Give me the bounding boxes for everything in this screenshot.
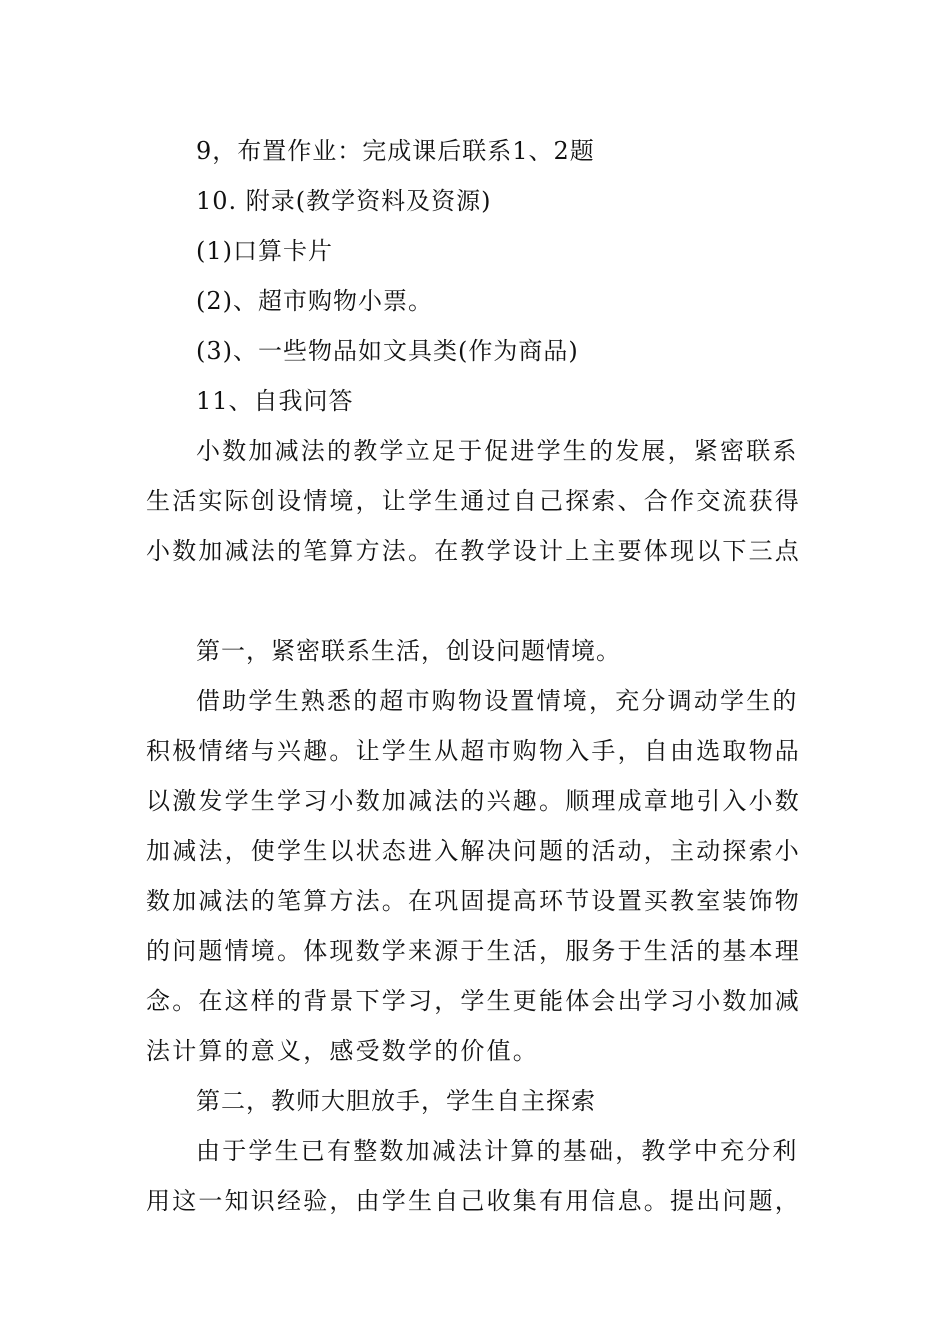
paragraph-line: 法计算的意义，感受数学的价值。 [146, 1037, 539, 1065]
self-qa-heading: 11、自我问答 [196, 387, 354, 415]
paragraph-line: 生活实际创设情境，让学生通过自己探索、合作交流获得 [146, 487, 801, 515]
paragraph-line: 数加减法的笔算方法。在巩固提高环节设置买教室装饰物 [146, 887, 801, 915]
appendix-item-1: (1)口算卡片 [196, 237, 333, 265]
paragraph-line: 用这一知识经验，由学生自己收集有用信息。提出问题， [146, 1187, 801, 1215]
paragraph-line: 念。在这样的背景下学习，学生更能体会出学习小数加减 [146, 987, 801, 1015]
paragraph-line: 的问题情境。体现数学来源于生活，服务于生活的基本理 [146, 937, 801, 965]
paragraph-line: 小数加减法的笔算方法。在教学设计上主要体现以下三点 [146, 537, 801, 565]
paragraph-line: 小数加减法的教学立足于促进学生的发展，紧密联系 [196, 437, 799, 465]
section-heading-second: 第二，教师大胆放手，学生自主探索 [196, 1087, 596, 1115]
paragraph-line: 加减法，使学生以状态进入解决问题的活动，主动探索小 [146, 837, 801, 865]
appendix-heading: 10. 附录(教学资料及资源) [196, 187, 492, 215]
section-heading-first: 第一，紧密联系生活，创设问题情境。 [196, 637, 621, 665]
paragraph-line: 由于学生已有整数加减法计算的基础，教学中充分利 [196, 1137, 799, 1165]
paragraph-line: 积极情绪与兴趣。让学生从超市购物入手，自由选取物品 [146, 737, 801, 765]
paragraph-line: 借助学生熟悉的超市购物设置情境，充分调动学生的 [196, 687, 799, 715]
appendix-item-3: (3)、一些物品如文具类(作为商品) [196, 337, 579, 365]
homework-item: 9，布置作业：完成课后联系1、2题 [196, 137, 595, 165]
paragraph-line: 以激发学生学习小数加减法的兴趣。顺理成章地引入小数 [146, 787, 801, 815]
appendix-item-2: (2)、超市购物小票。 [196, 287, 433, 315]
